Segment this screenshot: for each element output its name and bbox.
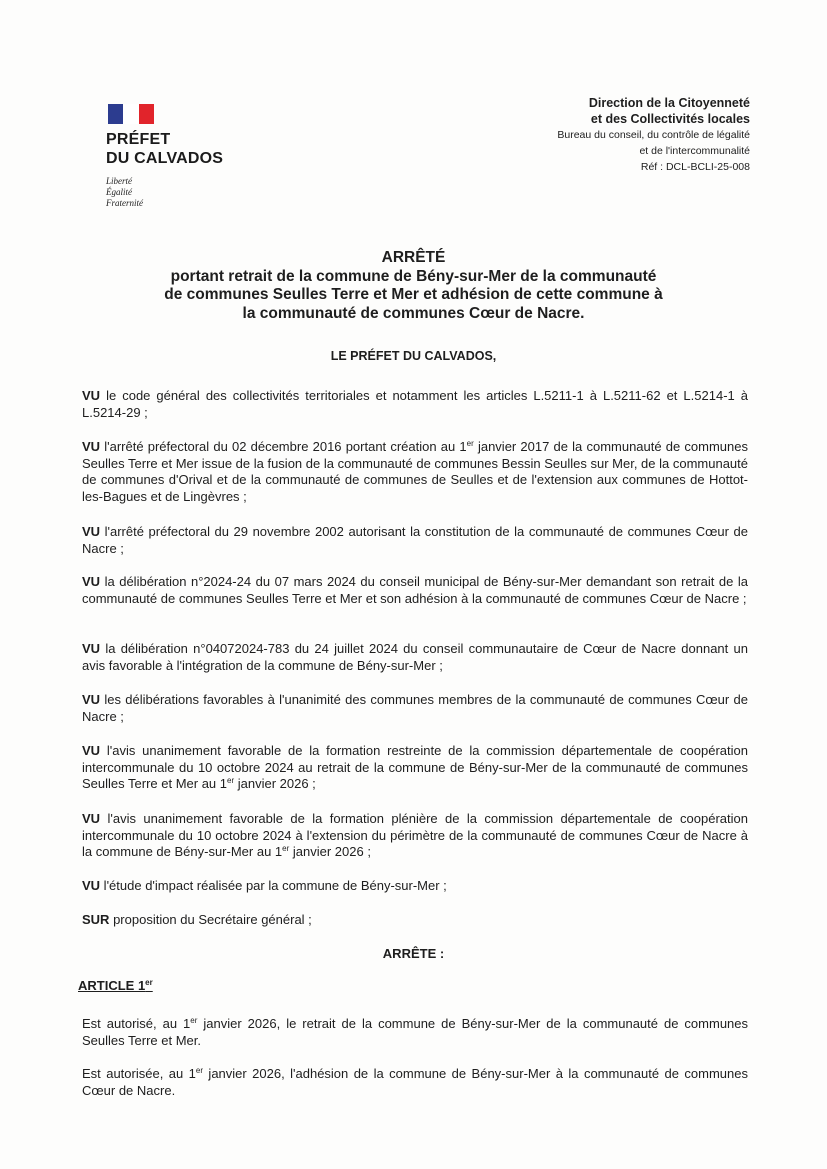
prefecture-logo [106, 104, 266, 209]
visa-paragraph: VU la délibération n°2024-24 du 07 mars 2024 du conseil municipal de Bény-sur-Mer demandant son retrait de la communauté de communes Seulles Terre et Mer et son adhésion à la communauté de communes Cœur de Nacre ; [82, 574, 748, 606]
title-heading: ARRÊTÉ [381, 249, 446, 266]
visa-paragraph: VU l'arrêté préfectoral du 02 décembre 2016 portant création au 1er janvier 2017 de la communauté de communes Seulles Terre et Mer issue de la fusion de la communauté de communes Bessin Seulles sur Mer, de la communauté de communes d'Orival et de la communauté de communes de Seulles et de l'extension aux communes de Hottot-les-Bagues et de Lingèvres ; [82, 439, 749, 504]
visa-paragraph: VU la délibération n°04072024-783 du 24 juillet 2024 du conseil communautaire de Cœur de Nacre donnant un avis favorable à l'intégration de la commune de Bény-sur-Mer ; [82, 641, 748, 673]
french-flag-icon [108, 104, 154, 124]
visa-paragraph: VU l'avis unanimement favorable de la formation plénière de la commission départementale de coopération intercommunale du 10 octobre 2024 à l'extension du périmètre de la communauté de communes Cœur de Nacre à la commune de Bény-sur-Mer au 1er janvier 2026 ; [82, 811, 748, 860]
article-1-paragraph: Est autorisé, au 1er janvier 2026, le retrait de la commune de Bény-sur-Mer de la communauté de communes Seulles Terre et Mer. [82, 1016, 749, 1048]
title-line: portant retrait de la commune de Bény-sur-Mer de la communauté [170, 267, 657, 285]
prefet-heading: LE PRÉFET DU CALVADOS, [330, 349, 497, 363]
issuing-service [430, 95, 750, 175]
bureau-name-2: et de l'intercommunalité [639, 145, 750, 157]
visa-paragraph: VU l'étude d'impact réalisée par la commune de Bény-sur-Mer ; [82, 878, 447, 893]
bureau-name: Bureau du conseil, du contrôle de légalité [557, 129, 750, 141]
title-line: la communauté de communes Cœur de Nacre. [242, 304, 585, 322]
visa-paragraph: VU l'avis unanimement favorable de la formation restreinte de la commission départementale de coopération intercommunale du 10 octobre 2024 au retrait de la commune de Bény-sur-Mer de la communauté de communes Seulles Terre et Mer au 1er janvier 2026 ; [82, 743, 748, 792]
visa-paragraph: VU les délibérations favorables à l'unanimité des communes membres de la communauté de communes Cœur de Nacre ; [82, 692, 748, 724]
title-line: de communes Seulles Terre et Mer et adhésion de cette commune à [164, 286, 663, 303]
article-1-heading: ARTICLE 1er [78, 978, 153, 993]
direction-name: Direction de la Citoyenneté [588, 96, 750, 110]
direction-name-2: et des Collectivités locales [590, 112, 750, 126]
document-title [60, 249, 767, 323]
visa-paragraph: SUR proposition du Secrétaire général ; [82, 912, 312, 927]
visa-paragraph: VU l'arrêté préfectoral du 29 novembre 2002 autorisant la constitution de la communauté de communes Cœur de Nacre ; [82, 524, 748, 556]
article-1-paragraph: Est autorisée, au 1er janvier 2026, l'adhésion de la commune de Bény-sur-Mer à la communauté de communes Cœur de Nacre. [82, 1066, 748, 1098]
republic-motto: Liberté Égalité Fraternité [106, 176, 143, 208]
reference: Réf : DCL-BCLI-25-008 [640, 161, 750, 173]
logo-title: PRÉFET DU CALVADOS [106, 131, 224, 167]
visa-paragraph: VU le code général des collectivités territoriales et notamment les articles L.5211-1 à L.5211-62 et L.5214-1 à L.5214-29 ; [82, 388, 748, 420]
arrete-heading: ARRÊTE : [382, 946, 445, 961]
